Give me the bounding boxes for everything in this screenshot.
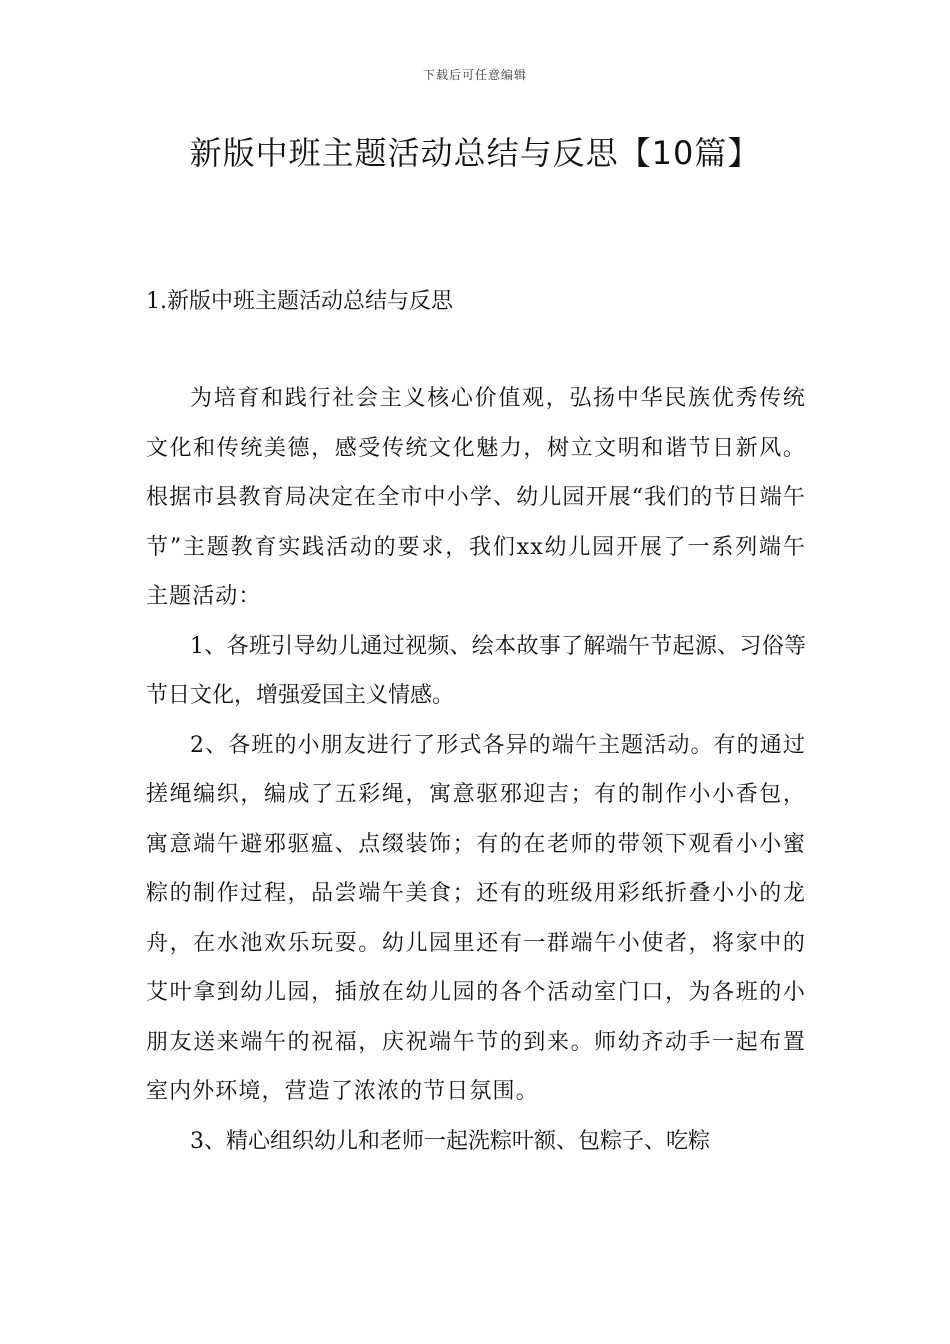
paragraph-intro: 为培育和践行社会主义核心价值观，弘扬中华民族优秀传统文化和传统美德，感受传统文化魅力，树立文明和谐节日新风。根据市县教育局决定在全市中小学、幼儿园开展“我们的节日端午节”主题教育实践活动的要求，我们xx幼儿园开展了一系列端午主题活动：: [146, 386, 806, 609]
paragraph-item-3: 3、精心组织幼儿和老师一起洗粽叶额、包粽子、吃粽: [190, 1128, 710, 1154]
document-title: 新版中班主题活动总结与反思【10篇】: [189, 134, 761, 172]
document-body: [146, 374, 806, 1166]
paragraph-item-2: 2、各班的小朋友进行了形式各异的端午主题活动。有的通过搓绳编织，编成了五彩绳，寓意驱邪迎吉；有的制作小小香包，寓意端午避邪驱瘟、点缀装饰；有的在老师的带领下观看小小蜜粽的制作过程，品尝端午美食；还有的班级用彩纸折叠小小的龙舟，在水池欢乐玩耍。幼儿园里还有一群端午小使者，将家中的艾叶拿到幼儿园，插放在幼儿园的各个活动室门口，为各班的小朋友送来端午的祝福，庆祝端午节的到来。师幼齐动手一起布置室内外环境，营造了浓浓的节日氛围。: [146, 732, 806, 1104]
section-heading: 1.新版中班主题活动总结与反思: [146, 289, 453, 314]
page-header-note: 下载后可任意编辑: [422, 68, 527, 82]
paragraph-item-1: 1、各班引导幼儿通过视频、绘本故事了解端午节起源、习俗等节日文化，增强爱国主义情感。: [146, 633, 806, 708]
